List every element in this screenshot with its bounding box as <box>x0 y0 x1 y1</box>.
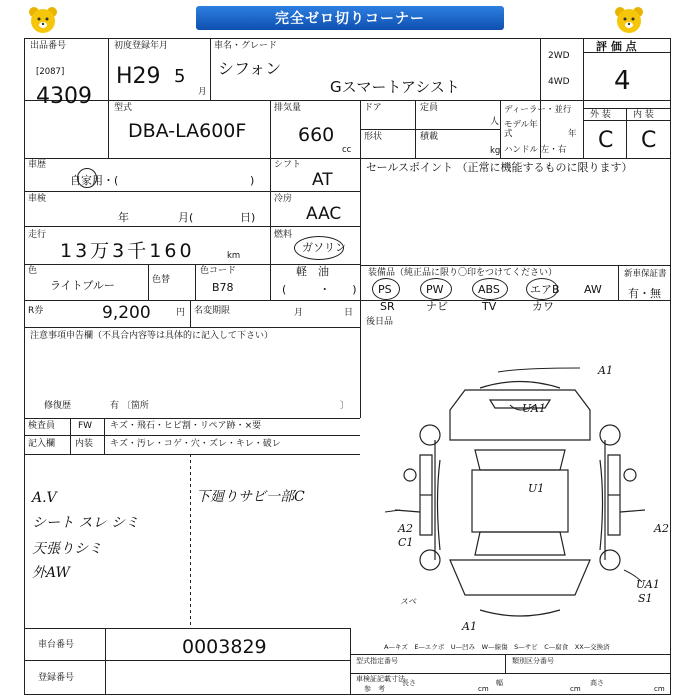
legend-class-number: 類別区分番号 <box>512 657 554 665</box>
equip-abs-circle <box>472 278 508 300</box>
shape-label: 形状 <box>364 132 383 142</box>
exterior-label: 外 装 <box>590 110 611 120</box>
inspector-fw: FW <box>78 421 93 431</box>
color-code-label: 色コード <box>200 266 237 276</box>
capacity-label: 定員 <box>420 103 439 113</box>
mark-left-a2: A2 <box>398 522 413 535</box>
legend-width-unit: cm <box>570 685 581 693</box>
mark-left-c1: C1 <box>398 536 414 549</box>
car-name: シフォン <box>218 59 282 78</box>
equip-leather: カワ <box>532 300 554 313</box>
mark-rear-s1: S1 <box>638 592 653 605</box>
recycle-fee-value: 9,200 <box>102 303 151 323</box>
lot-number-label: 出品番号 <box>30 41 67 51</box>
exterior-score: C <box>598 128 614 153</box>
displacement-label: 排気量 <box>274 103 302 113</box>
remark-line-4: 外AW <box>32 565 70 581</box>
inspector-interior: 内装 <box>75 439 94 449</box>
name-change-month: 月 <box>294 308 304 318</box>
notes-label: 注意事項申告欄（不具合内容等は具体的に記入して下さい） <box>30 331 274 341</box>
model-value: DBA-LA600F <box>128 120 247 142</box>
first-reg-month-unit: 月 <box>198 87 207 97</box>
inspection-month: 月( <box>178 211 194 224</box>
displacement-value: 660 <box>298 124 335 146</box>
chassis-number: 0003829 <box>182 636 267 658</box>
inspection-label: 車検 <box>28 194 47 204</box>
legend-width: 幅 <box>496 679 503 687</box>
page-banner: 完全ゼロ切りコーナー <box>196 6 504 30</box>
repair-label: 修復歴 <box>44 401 72 411</box>
equip-airbag: エアB <box>530 283 560 296</box>
load-unit: kg <box>490 146 501 156</box>
sales-point-label: セールスポイント （正常に機能するものに限ります） <box>366 161 633 174</box>
equip-abs: ABS <box>478 283 500 296</box>
inspector-row2: キズ・汚レ・コゲ・穴・ズレ・キレ・破レ <box>110 439 281 449</box>
history-close: ) <box>250 174 255 187</box>
color-change-label: 色替 <box>152 275 171 285</box>
interior-score: C <box>641 128 657 153</box>
registration-label: 登録番号 <box>38 673 75 683</box>
equip-pw-circle <box>420 278 452 300</box>
car-damage-diagram <box>380 360 670 630</box>
warranty-value: 有・無 <box>628 287 661 300</box>
displacement-unit: cc <box>342 145 352 155</box>
inspection-year: 年 <box>118 211 129 224</box>
dealer-label: ディーラー・並行 <box>504 105 572 115</box>
legend-type-number: 型式指定番号 <box>356 657 398 665</box>
history-circle-mark <box>77 168 97 188</box>
repair-value: 有 〔箇所 <box>110 401 149 411</box>
model-label: 型式 <box>114 103 133 113</box>
mileage-label: 走行 <box>28 230 47 240</box>
remark-right: 下廻りサビ一部C <box>196 489 305 505</box>
name-change-day: 日 <box>344 308 354 318</box>
score-value: 4 <box>614 66 631 96</box>
first-reg-label: 初度登録年月 <box>114 41 169 51</box>
lot-number: 4309 <box>36 84 92 109</box>
model-year-unit: 年 <box>568 129 577 139</box>
legend-length: 長さ <box>402 679 416 687</box>
lot-sub-number: [2087] <box>36 67 65 77</box>
capacity-unit: 人 <box>490 117 500 127</box>
recycle-fee-unit: 円 <box>176 308 186 318</box>
mark-right-a2: A2 <box>654 522 669 535</box>
inspector-label: 検査員 <box>28 421 56 431</box>
door-label: ドア <box>364 103 382 113</box>
remark-line-2: シート スレ シミ <box>32 515 139 531</box>
shift-label: シフト <box>274 160 302 170</box>
model-year-label: モデル年式 <box>504 120 538 139</box>
mark-hood-ua1: UA1 <box>522 402 546 415</box>
mileage-value: 13万3千160 <box>60 240 195 262</box>
later-items-label: 後日品 <box>366 317 394 327</box>
damage-legend: A—キズ E—エクボ U—凹み W—線傷 S—サビ C—腐食 XX—交換済 <box>384 643 610 651</box>
equip-aw: AW <box>584 283 602 296</box>
equip-pw: PW <box>426 283 444 296</box>
equip-sr: SR <box>380 300 395 313</box>
inspector-entry-label: 記入欄 <box>28 439 56 449</box>
remark-line-1: A.V <box>32 490 57 506</box>
mark-front-a1: A1 <box>598 364 613 377</box>
inspector-row1: キズ・飛石・ヒビ割・リペア跡・×要 <box>110 421 262 431</box>
equip-tv: TV <box>482 300 497 313</box>
chassis-label: 車台番号 <box>38 640 75 650</box>
legend-height: 高さ <box>590 679 604 687</box>
first-reg-month: 5 <box>174 66 186 87</box>
history-label: 車歴 <box>28 160 47 170</box>
equip-navi: ナビ <box>426 300 448 313</box>
legend-dimensions: 車検証記載寸法 <box>356 675 405 683</box>
car-name-label: 車名・グレード <box>214 41 278 51</box>
fuel-paren: ( ・ ) <box>282 283 357 296</box>
repair-close: 〕 <box>340 401 350 411</box>
score-label: 評 価 点 <box>596 40 637 53</box>
fuel-label: 燃料 <box>274 230 293 240</box>
recycle-fee-label: R券 <box>28 306 44 316</box>
equip-ps-circle <box>372 278 400 300</box>
mileage-unit: km <box>227 251 241 261</box>
mark-spare: スベ <box>400 597 416 606</box>
legend-length-unit: cm <box>478 685 489 693</box>
fuel-value: ガソリン <box>302 241 346 254</box>
equipment-label: 装備品（純正品に限り〇印をつけてください） <box>368 268 558 278</box>
legend-reference: 参 考 <box>364 685 385 693</box>
mark-roof-u1: U1 <box>528 482 545 495</box>
history-value: 自家用・( <box>70 174 119 187</box>
fuel-circle-mark <box>294 236 344 260</box>
car-grade: Gスマートアシスト <box>330 78 460 96</box>
interior-label: 内 装 <box>633 110 654 120</box>
drive-2wd: 2WD <box>548 51 570 61</box>
ac-label: 冷房 <box>274 194 293 204</box>
equip-ps: PS <box>378 283 392 296</box>
remark-line-3: 天張りシミ <box>32 541 102 557</box>
ac-value: AAC <box>306 204 342 224</box>
legend-height-unit: cm <box>654 685 665 693</box>
load-label: 積載 <box>420 132 439 142</box>
warranty-label: 新車保証書 <box>624 269 667 279</box>
fuel-alt: 軽 油 <box>296 265 329 278</box>
first-reg-year: H29 <box>116 64 161 89</box>
inspection-day: 日) <box>240 211 256 224</box>
name-change-label: 名変期限 <box>194 306 231 316</box>
color-code: B78 <box>212 281 234 294</box>
shift-value: AT <box>312 170 333 190</box>
mark-rear-ua1: UA1 <box>636 578 660 591</box>
mark-rear-a1: A1 <box>462 620 477 633</box>
color-value: ライトブルー <box>50 279 115 292</box>
drive-4wd: 4WD <box>548 77 570 87</box>
handle-label: ハンドル 左・右 <box>504 145 567 155</box>
equip-airbag-circle <box>526 278 558 300</box>
color-label: 色 <box>28 266 38 276</box>
